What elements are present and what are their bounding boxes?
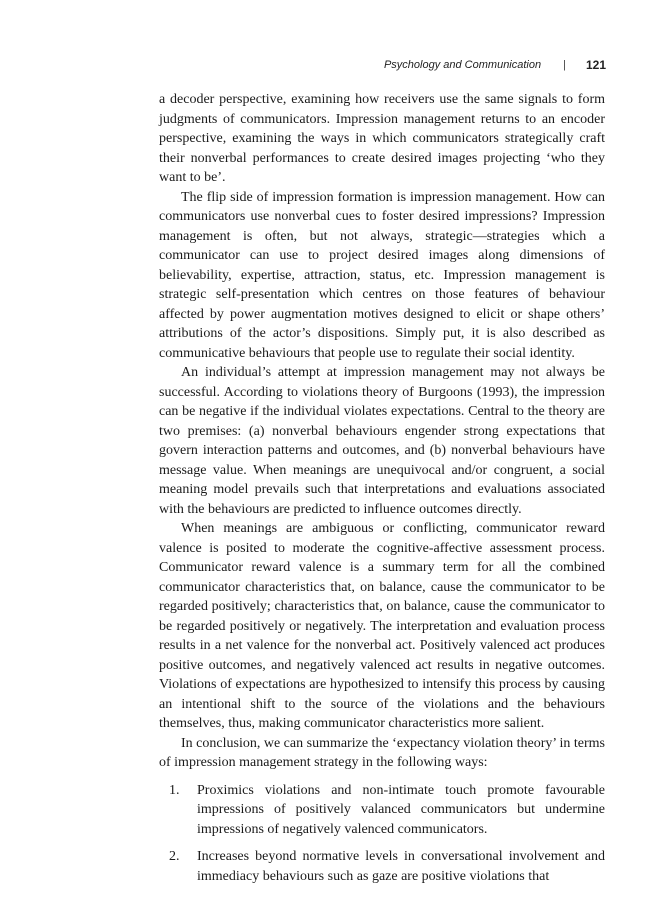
paragraph: In conclusion, we can summarize the ‘expectancy violation theory’ in terms of impression management strategy in the following ways: [159, 735, 605, 770]
numbered-list [159, 781, 605, 887]
list-item-text: Proximics violations and non-intimate touch promote favourable impressions of positively valanced communicators but undermine impressions of negatively valenced communicators. [197, 782, 605, 837]
list-item [159, 847, 605, 886]
running-header [0, 58, 606, 72]
paragraph: The flip side of impression formation is impression management. How can communicators use nonverbal cues to foster desired impressions? Impression management is often, but not always, strategic—strategies which a communicator can use to project desired images along dimensions of believability, expertise, attraction, status, etc. Impression management is strategic self-presentation which centres on those features of behaviour affected by power augmentation motives designed to elicit or shape others’ attributions of the actor’s dispositions. Simply put, it is also described as communicative behaviours that people use to regulate their social identity. [159, 189, 605, 361]
page-body [159, 90, 605, 894]
paragraph: An individual’s attempt at impression management may not always be successful. According to violations theory of Burgoons (1993), the impression can be negative if the individual violates expectations. Central to the theory are two premises: (a) nonverbal behaviours engender strong expectations that govern interaction patterns and outcomes, and (b) nonverbal behaviours have message value. When meanings are unequivocal and/or congruent, a social meaning model prevails such that interpretations and evaluations associated with the behaviours are predicted to influence outcomes directly. [159, 365, 605, 517]
paragraph: When meanings are ambiguous or conflicting, communicator reward valence is posited to moderate the cognitive-affective assessment process. Communicator reward valence is a summary term for all the combined communicator characteristics that, on balance, cause the communicator to be regarded positively; characteristics that, on balance, cause the communicator to be regarded positively or negatively. The interpretation and evaluation process results in a net valence for the nonverbal act. Positively valenced act produces positive outcomes, and negatively valenced act results in negative outcomes. Violations of expectations are hypothesized to intensify this process by causing an intentional shift to the source of the violations and the behaviours themselves, thus, making communicator characteristics more salient. [159, 521, 605, 731]
list-item-text: Increases beyond normative levels in conversational involvement and immediacy behaviours such as gaze are positive violations that [197, 849, 605, 884]
paragraph-continuation: a decoder perspective, examining how receivers use the same signals to form judgments of communicators. Impression management returns to an encoder perspective, examining the ways in which communicators strategically craft their nonverbal performances to create desired images projecting ‘who they want to be’. [159, 92, 605, 185]
book-title: Psychology and Communication [383, 59, 542, 71]
page-number: 121 [585, 58, 606, 72]
list-item-number: 1. [169, 782, 180, 798]
list-item-number: 2. [169, 849, 180, 864]
header-separator: | [563, 59, 566, 71]
list-item [159, 781, 605, 840]
